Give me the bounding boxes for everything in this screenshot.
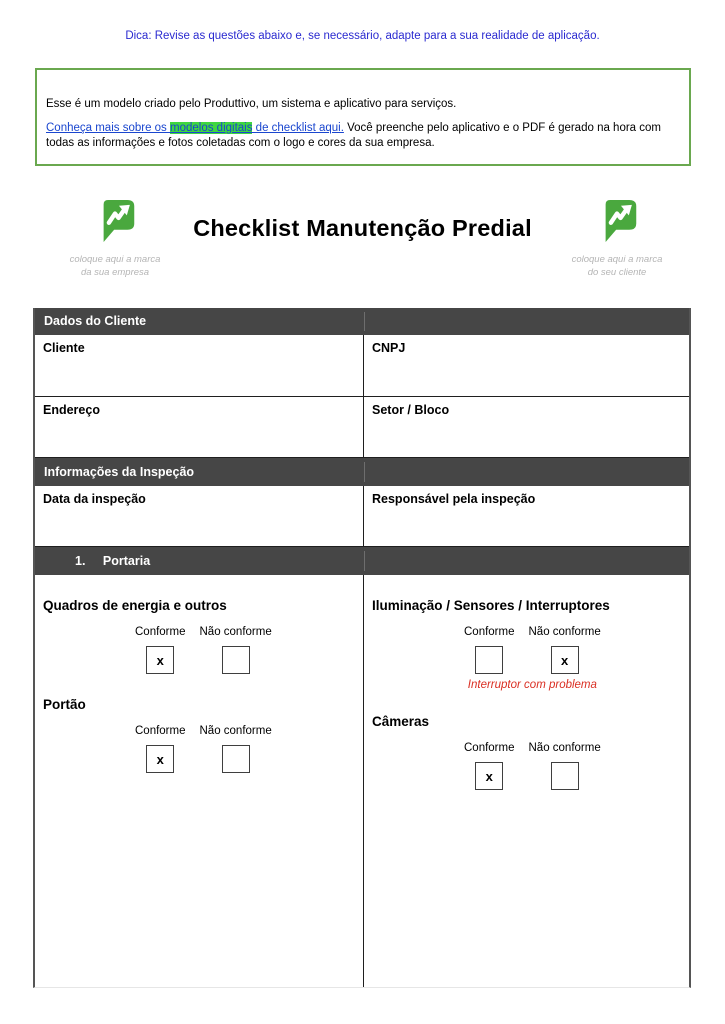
option-nao-conforme: [200, 725, 272, 773]
field-label: CNPJ: [372, 341, 406, 355]
info-intro: Esse é um modelo criado pelo Produttivo, um sistema e aplicativo para serviços.: [46, 98, 457, 110]
info-box: [35, 68, 691, 166]
option-nao-conforme: [529, 626, 601, 674]
portaria-left-column: [35, 575, 364, 987]
question-cameras: [364, 714, 689, 790]
conforme-label: Conforme: [464, 626, 515, 638]
options-group: [135, 725, 272, 773]
options-group: [135, 626, 272, 674]
section-header-label: Informações da Inspeção: [44, 465, 195, 479]
options-group: [464, 626, 601, 691]
question-title: Quadros de energia e outros: [43, 598, 227, 613]
checklist-models-link[interactable]: [46, 122, 344, 134]
link-text-highlight: modelos digitais: [170, 122, 253, 135]
field-responsavel-inspecao[interactable]: [364, 486, 689, 546]
tip-text: Dica: Revise as questões abaixo e, se necessário, adapte para a sua realidade de aplicação.: [125, 30, 600, 42]
link-text-pre: Conheça mais sobre os: [46, 122, 171, 135]
client-logo-caption: [552, 254, 682, 280]
table-row: [35, 486, 689, 547]
conforme-checkbox[interactable]: x: [475, 762, 503, 790]
header-divider: [364, 312, 365, 331]
field-endereco[interactable]: [35, 397, 364, 457]
conforme-checkbox[interactable]: x: [146, 646, 174, 674]
conforme-label: Conforme: [135, 725, 186, 737]
info-paragraph: [46, 121, 680, 151]
option-nao-conforme: [200, 626, 272, 674]
field-label: Endereço: [43, 403, 100, 417]
table-row: [35, 397, 689, 458]
option-conforme: [135, 725, 186, 773]
option-nao-conforme: [529, 742, 601, 790]
caption-line: coloque aqui a marca: [571, 254, 663, 265]
field-label: Data da inspeção: [43, 492, 146, 506]
field-label: Cliente: [43, 341, 85, 355]
field-cnpj[interactable]: [364, 335, 689, 396]
nao-conforme-label: Não conforme: [528, 742, 601, 754]
question-title: Iluminação / Sensores / Interruptores: [372, 598, 610, 613]
caption-line: do seu cliente: [587, 266, 647, 278]
question-title: Portão: [43, 697, 86, 712]
conforme-label: Conforme: [135, 626, 186, 638]
question-iluminacao-sensores: [364, 598, 689, 691]
question-portao: [35, 697, 363, 773]
checklist-table: [33, 308, 691, 988]
options-group: [464, 742, 601, 790]
question-quadros-energia: [35, 598, 363, 674]
nao-conforme-checkbox[interactable]: [222, 745, 250, 773]
section-header-label: Portaria: [102, 554, 151, 568]
conforme-label: Conforme: [464, 742, 515, 754]
link-text-post: de checklist aqui.: [252, 122, 344, 135]
page-title: Checklist Manutenção Predial: [193, 215, 532, 241]
header-divider: [364, 551, 365, 571]
caption-line: coloque aqui a marca: [69, 254, 161, 265]
info-rest-text: Você preenche pelo aplicativo e o PDF é gerado na hora com todas as informações e fotos coletadas com o logo e cores da sua empresa.: [46, 122, 661, 150]
section-header-informacoes-inspecao: [35, 458, 689, 486]
nao-conforme-checkbox[interactable]: [222, 646, 250, 674]
section-header-portaria: [35, 547, 689, 575]
option-conforme: [464, 742, 515, 790]
caption-line: da sua empresa: [80, 266, 150, 278]
nao-conforme-checkbox[interactable]: x: [551, 646, 579, 674]
header-divider: [364, 462, 365, 482]
option-conforme: [464, 626, 515, 674]
conforme-checkbox[interactable]: x: [146, 745, 174, 773]
field-label: Setor / Bloco: [372, 403, 450, 417]
conforme-checkbox[interactable]: [475, 646, 503, 674]
company-logo-caption: [50, 254, 180, 280]
nao-conforme-label: Não conforme: [199, 626, 272, 638]
nao-conforme-label: Não conforme: [199, 725, 272, 737]
client-logo-block: [552, 197, 682, 280]
field-label: Responsável pela inspeção: [372, 492, 536, 506]
section-header-dados-cliente: [35, 308, 689, 335]
option-conforme: [135, 626, 186, 674]
section-number: 1.: [75, 554, 86, 568]
problem-note: Interruptor com problema: [467, 679, 597, 691]
produttivo-arrow-flag-icon: [596, 197, 638, 250]
field-cliente[interactable]: [35, 335, 364, 396]
table-row: [35, 335, 689, 397]
field-data-inspecao[interactable]: [35, 486, 364, 546]
portaria-right-column: [364, 575, 689, 987]
portaria-body: [35, 575, 689, 987]
field-setor-bloco[interactable]: [364, 397, 689, 457]
section-header-label: Dados do Cliente: [44, 314, 147, 328]
nao-conforme-label: Não conforme: [528, 626, 601, 638]
question-title: Câmeras: [372, 714, 430, 729]
nao-conforme-checkbox[interactable]: [551, 762, 579, 790]
